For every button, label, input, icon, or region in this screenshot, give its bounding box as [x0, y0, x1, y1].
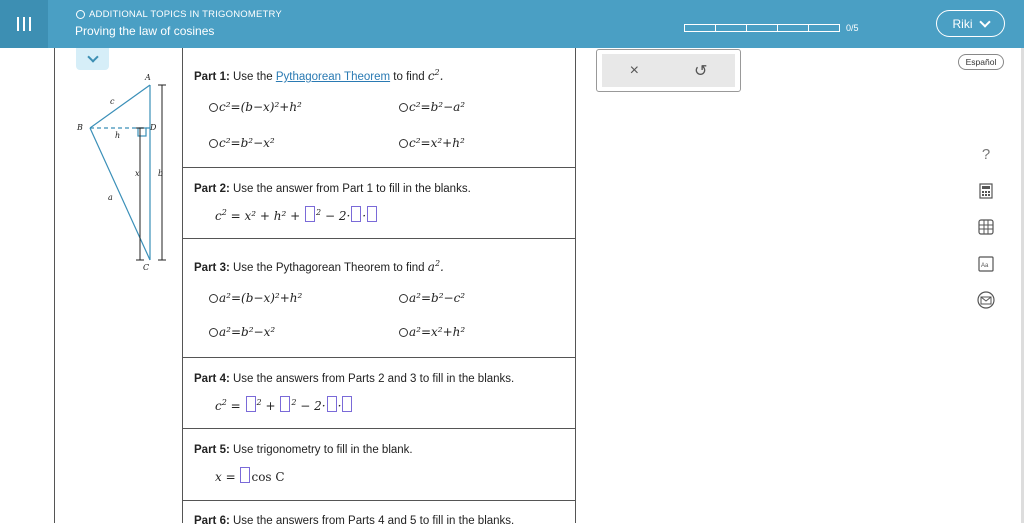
part-text: to find: [393, 71, 425, 83]
user-menu-button[interactable]: [936, 10, 1005, 37]
user-name: Riki: [952, 16, 973, 31]
side-label-a: a: [108, 193, 113, 202]
part-1-option-2[interactable]: [399, 100, 465, 114]
part-1: [183, 48, 576, 168]
collapse-button[interactable]: [76, 48, 109, 70]
option-text: a²=(b−x)²+h²: [219, 291, 303, 305]
expr-plus: +: [265, 399, 276, 413]
part-3-option-2[interactable]: [399, 291, 465, 305]
option-text: c²=(b−x)²+h²: [219, 100, 302, 114]
expr-tail: cos C: [251, 470, 285, 484]
blank-input-1[interactable]: [305, 206, 315, 222]
calculator-icon[interactable]: [976, 181, 996, 201]
side-c: [90, 85, 150, 128]
part-label: Part 1:: [194, 71, 230, 83]
part-2-expression: $c^2 = x^2 + h^2 + ^2 - 2\cdot$ ·: [215, 206, 378, 223]
expr-lhs: c: [215, 399, 222, 413]
target-letter: a: [427, 260, 435, 274]
topic-circle-icon: [76, 10, 85, 19]
side-label-h: h: [115, 131, 121, 140]
progress-segment: [808, 24, 840, 32]
part-1-option-1[interactable]: [209, 100, 302, 114]
option-text: c²=x²+h²: [409, 136, 465, 150]
part-text: Use the answers from Parts 2 and 3 to fill in the blanks.: [233, 373, 515, 385]
progress-segment: [715, 24, 747, 32]
blank-input-3[interactable]: [327, 396, 337, 412]
vertex-label-A: A: [145, 73, 151, 82]
topic-label: [76, 9, 282, 20]
blank-input-2[interactable]: [280, 396, 290, 412]
part-text: Use the Pythagorean Theorem to find: [233, 262, 425, 274]
option-text: a²=b²−c²: [409, 291, 466, 305]
option-text: a²=b²−x²: [219, 325, 276, 339]
side-label-x: x: [135, 169, 140, 178]
option-text: c²=b²−x²: [219, 136, 275, 150]
radio-button[interactable]: [209, 103, 218, 112]
svg-text:Aa: Aa: [981, 263, 989, 269]
part-4-title: [194, 373, 514, 385]
lesson-title: Proving the law of cosines: [75, 24, 215, 38]
progress-bar: [684, 24, 839, 32]
triangle-figure: [70, 68, 182, 278]
pythagorean-theorem-link[interactable]: Pythagorean Theorem: [275, 71, 391, 83]
part-5-title: [194, 444, 413, 456]
progress-segment: [746, 24, 778, 32]
undo-icon[interactable]: ↺: [694, 62, 708, 80]
part-3: [183, 239, 576, 358]
part-4-expression: $c^2 = ^2 + ^2 - 2\cdot$ ·: [215, 396, 353, 413]
radio-button[interactable]: [399, 328, 408, 337]
part-3-title: [194, 259, 444, 274]
radio-button[interactable]: [209, 139, 218, 148]
target-letter: c: [427, 69, 435, 83]
radio-button[interactable]: [399, 139, 408, 148]
part-6-title: [194, 515, 514, 527]
part-6: [183, 501, 576, 531]
top-bar: [0, 0, 1024, 48]
expr-lhs: c: [215, 209, 222, 223]
periodic-table-icon[interactable]: [976, 217, 996, 237]
part-5: [183, 429, 576, 501]
answer-tools-panel: [596, 49, 741, 92]
expr-mid: = x² + h² +: [230, 209, 301, 223]
part-2-title: [194, 183, 471, 195]
part-label: Part 2:: [194, 183, 230, 195]
email-icon[interactable]: [976, 290, 996, 310]
part-label: Part 5:: [194, 444, 230, 456]
part-label: Part 6:: [194, 515, 230, 527]
topic-text: ADDITIONAL TOPICS IN TRIGONOMETRY: [89, 9, 282, 20]
part-text: Use the: [233, 71, 273, 83]
radio-button[interactable]: [209, 328, 218, 337]
expr-tail: − 2·: [324, 209, 351, 223]
part-4: [183, 358, 576, 429]
blank-input-3[interactable]: [367, 206, 377, 222]
blank-input-4[interactable]: [342, 396, 352, 412]
side-label-b: b: [158, 169, 164, 178]
right-angle-mark: [138, 128, 146, 136]
progress-text: 0/5: [846, 23, 859, 33]
part-label: Part 3:: [194, 262, 230, 274]
side-a: [90, 128, 150, 260]
option-text: a²=x²+h²: [409, 325, 466, 339]
part-3-option-3[interactable]: [209, 325, 275, 339]
part-3-option-1[interactable]: [209, 291, 302, 305]
radio-button[interactable]: [399, 294, 408, 303]
option-text: c²=b²−a²: [409, 100, 466, 114]
chevron-down-icon: [979, 16, 990, 27]
target-variable: $a^2$.: [427, 259, 444, 274]
radio-button[interactable]: [399, 103, 408, 112]
part-1-option-4[interactable]: [399, 136, 465, 150]
part-2: [183, 168, 576, 239]
vertex-label-C: C: [143, 263, 150, 272]
glossary-icon[interactable]: [976, 254, 996, 274]
language-button[interactable]: Español: [958, 54, 1004, 70]
help-icon[interactable]: ?: [981, 145, 991, 163]
radio-button[interactable]: [209, 294, 218, 303]
progress-segment: [777, 24, 809, 32]
vertex-label-D: D: [150, 123, 157, 132]
part-text: Use the answers from Parts 4 and 5 to fill in the blanks.: [233, 515, 515, 527]
blank-input-1[interactable]: [240, 467, 250, 483]
side-label-c: c: [110, 97, 115, 106]
part-label: Part 4:: [194, 373, 230, 385]
answer-tools: [602, 54, 735, 87]
part-5-expression: [215, 467, 285, 484]
part-1-option-3[interactable]: [209, 136, 275, 150]
expr-mid: =: [230, 399, 241, 413]
blank-input-2[interactable]: [351, 206, 361, 222]
close-icon[interactable]: ×: [629, 61, 639, 79]
target-variable: $c^2$.: [427, 68, 444, 83]
expr-tail: − 2·: [300, 399, 326, 413]
part-3-option-4[interactable]: [399, 325, 465, 339]
expr-lhs: x =: [215, 470, 236, 484]
menu-button[interactable]: [0, 0, 48, 48]
blank-input-1[interactable]: [246, 396, 256, 412]
hamburger-icon: [15, 17, 33, 31]
part-text: Use the answer from Part 1 to fill in the blanks.: [233, 183, 471, 195]
part-text: Use trigonometry to fill in the blank.: [233, 444, 413, 456]
vertex-label-B: B: [77, 123, 83, 132]
progress-segment: [684, 24, 716, 32]
chevron-down-icon: [87, 51, 98, 62]
part-1-title: [194, 68, 443, 83]
